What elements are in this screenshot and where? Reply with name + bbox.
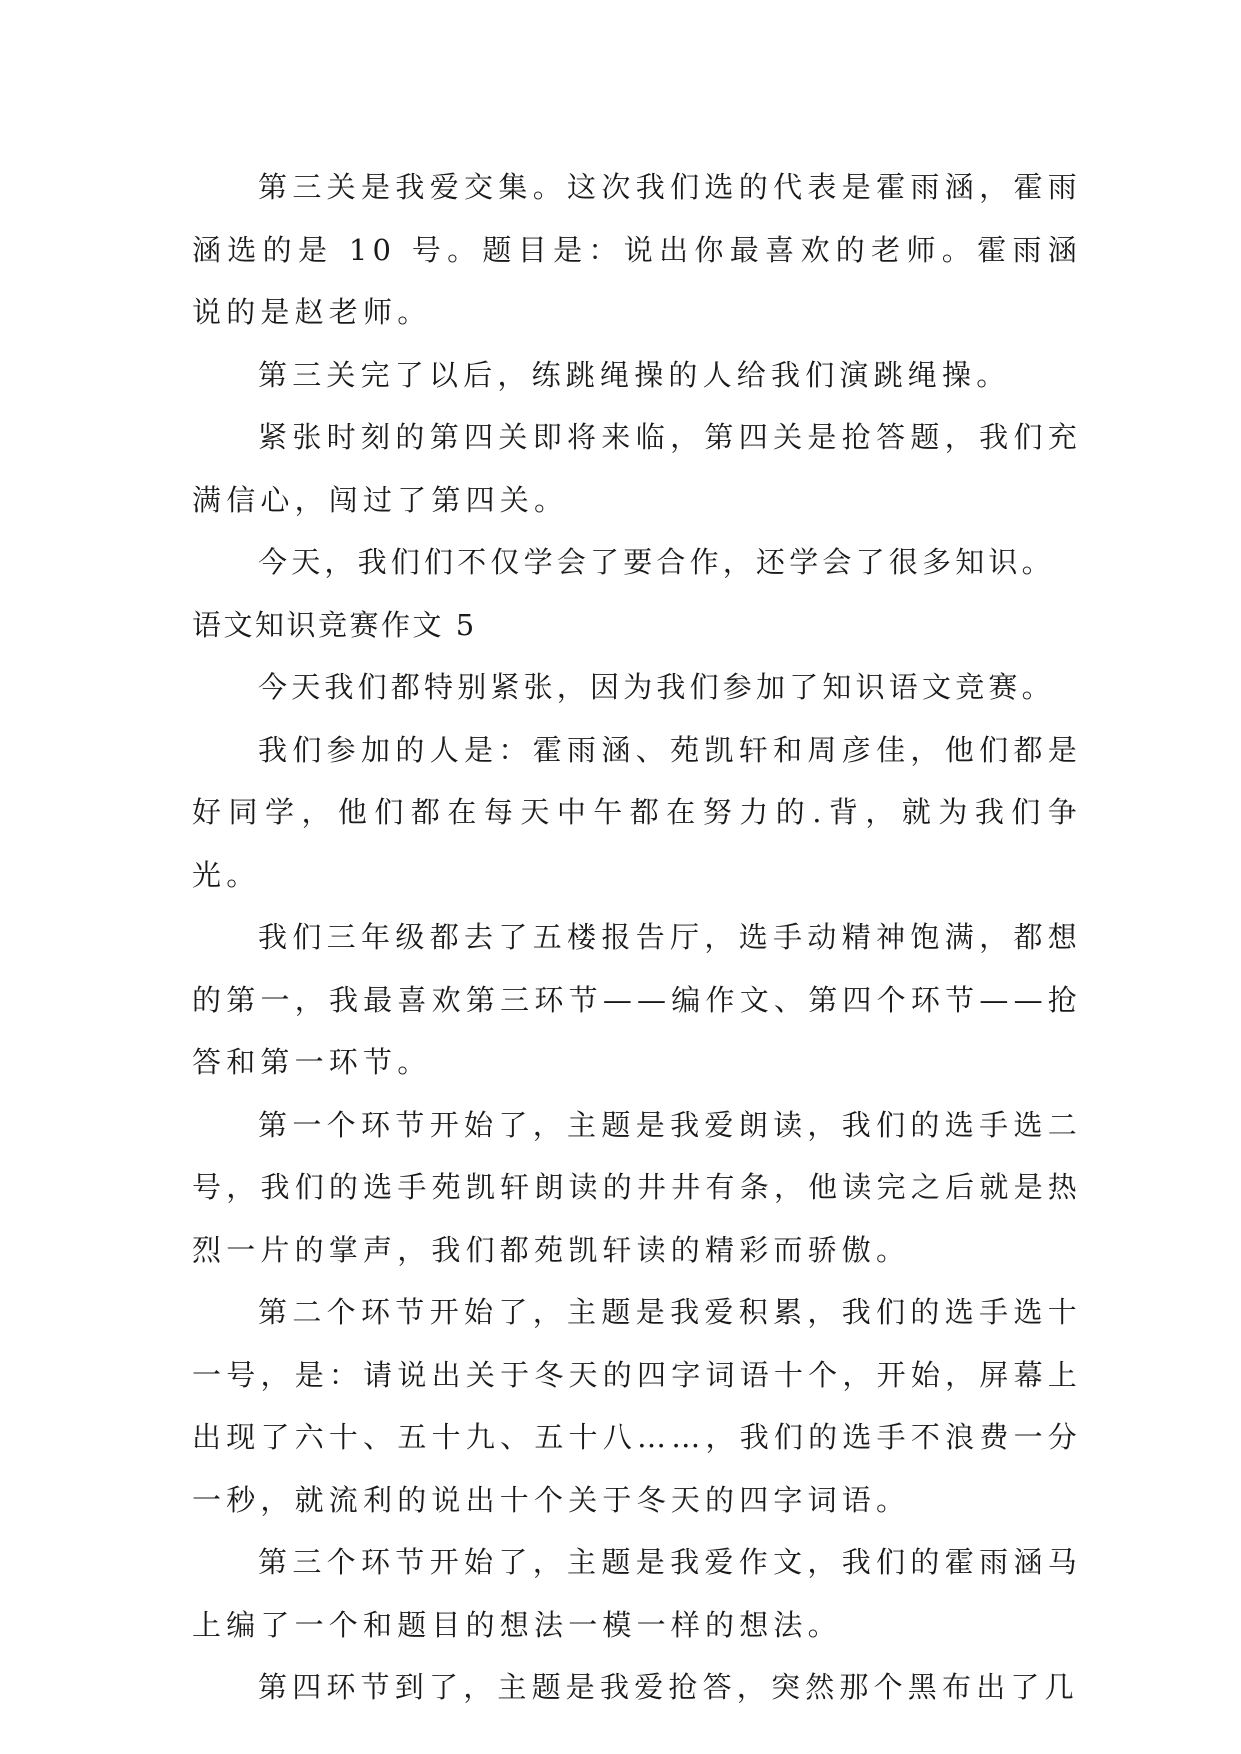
document-page <box>192 156 1082 1719</box>
paragraph: 今天，我们们不仅学会了要合作，还学会了很多知识。 <box>258 545 1055 579</box>
paragraph: 我们三年级都去了五楼报告厅，选手动精神饱满，都想的第一，我最喜欢第三环节——编作文、第四个环节——抢答和第一环节。 <box>192 920 1082 1079</box>
paragraph: 第三个环节开始了，主题是我爱作文，我们的霍雨涵马上编了一个和题目的想法一模一样的想法。 <box>192 1545 1082 1642</box>
paragraph: 紧张时刻的第四关即将来临，第四关是抢答题，我们充满信心，闯过了第四关。 <box>192 420 1082 517</box>
paragraph: 第二个环节开始了，主题是我爱积累，我们的选手选十一号，是：请说出关于冬天的四字词语十个，开始，屏幕上出现了六十、五十九、五十八……，我们的选手不浪费一分一秒，就流利的说出十个关于冬天的四字词语。 <box>192 1295 1082 1517</box>
essay-heading: 语文知识竞赛作文 5 <box>192 607 477 642</box>
paragraph: 我们参加的人是：霍雨涵、苑凯轩和周彦佳，他们都是好同学，他们都在每天中午都在努力的.背，就为我们争光。 <box>192 732 1082 892</box>
paragraph: 第四环节到了，主题是我爱抢答，突然那个黑布出了几 <box>258 1670 1079 1704</box>
paragraph: 第一个环节开始了，主题是我爱朗读，我们的选手选二号，我们的选手苑凯轩朗读的井井有条，他读完之后就是热烈一片的掌声，我们都苑凯轩读的精彩而骄傲。 <box>192 1107 1082 1267</box>
paragraph: 今天我们都特别紧张，因为我们参加了知识语文竞赛。 <box>258 670 1055 704</box>
paragraph: 第三关完了以后，练跳绳操的人给我们演跳绳操。 <box>258 357 1011 392</box>
paragraph: 第三关是我爱交集。这次我们选的代表是霍雨涵，霍雨涵选的是 10 号。题目是：说出你最喜欢的老师。霍雨涵说的是赵老师。 <box>192 170 1082 329</box>
